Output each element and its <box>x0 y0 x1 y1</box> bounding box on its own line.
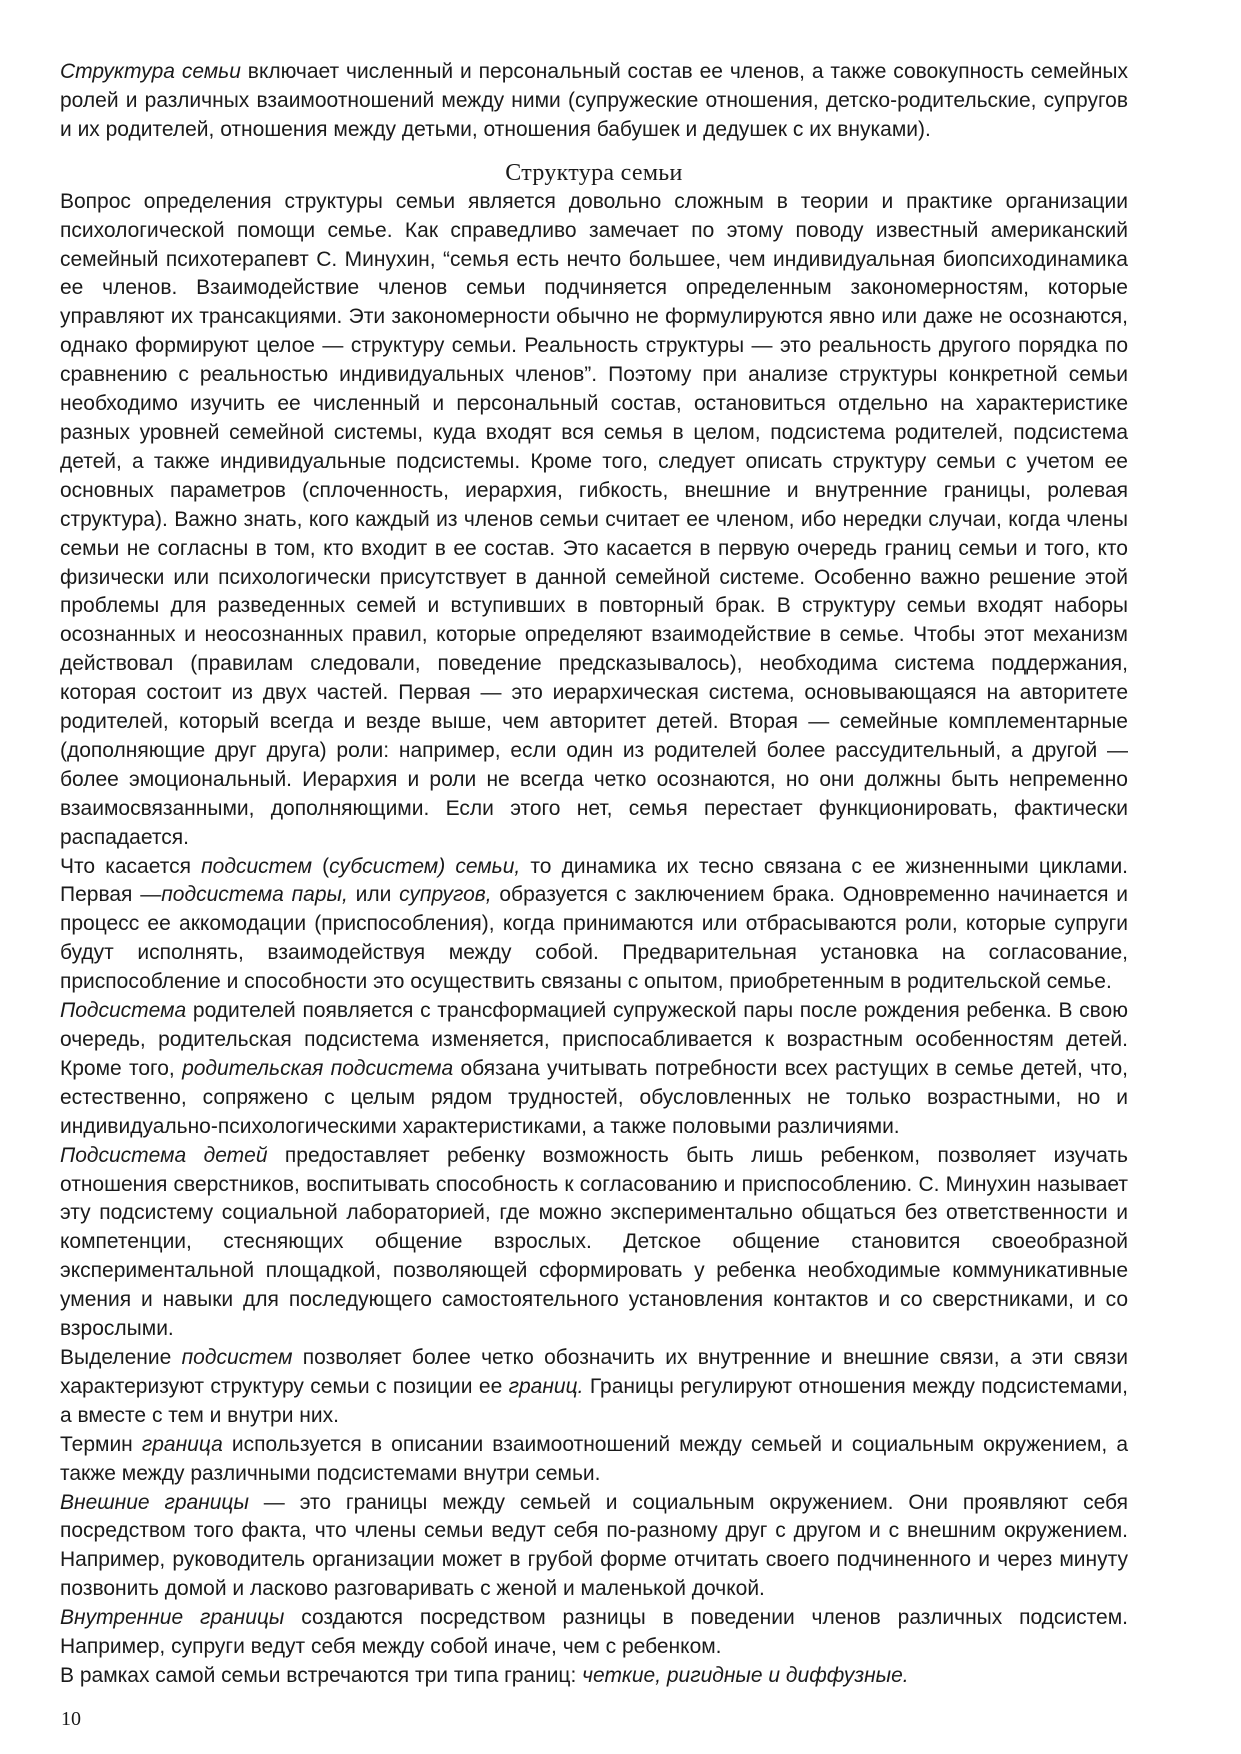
text-run: то динамика их тесно связана с ее жизненными циклами. Первая — <box>60 854 1129 907</box>
text-run: Выделение <box>60 1345 182 1369</box>
text-run: В рамках самой семьи встречаются три типа границ: <box>60 1663 583 1687</box>
text-run: создаются посредством разницы в поведении членов различных подсистем. Например, супруги ведут себя между собой иначе, чем с ребенком. <box>60 1606 1128 1659</box>
paragraph <box>60 997 1128 1142</box>
text-run: родителей появляется с трансформацией супружеской пары после рождения ребенка. В свою очередь, родительская подсистема изменяется, приспосабливается к возрастным особенностям детей. Кроме того, <box>60 999 1128 1080</box>
intro-text: включает численный и персональный состав ее членов, а также совокупность семейных ролей и различных взаимоотношений между ними (супружеские отношения, детско-родительские, супругов и их родителей, отношения между детьми, отношения бабушек и дедушек с их внуками). <box>60 60 1129 141</box>
text-run: используется в описании взаимоотношений между семьей и социальным окружением, а также между различными подсистемами внутри семьи. <box>60 1432 1129 1485</box>
text-run: образуется с заключением брака. Одновременно начинается и процесс ее аккомодации (приспособления), когда принимаются или отбрасываются роли, которые супруги будут исполнять, взаимодействуя между собой. Предварительная установка на согласование, приспособление и способности это осуществить связаны с опытом, приобретенным в родительской семье. <box>60 883 1128 994</box>
italic-term: Внутренние границы <box>60 1606 285 1630</box>
paragraph <box>60 853 1128 998</box>
paragraph <box>60 1344 1128 1431</box>
italic-term: граница <box>141 1432 223 1456</box>
text-run: — это границы между семьей и социальным окружением. Они проявляют себя посредством того факта, что члены семьи ведут себя по-разному друг с другом и с внешним окружением. Например, руководитель организации может в грубой форме отчитать своего подчиненного и через минуту позвонить домой и ласково разговаривать с женой и маленькой дочкой. <box>60 1490 1128 1601</box>
body-text <box>60 188 1128 1691</box>
italic-term: подсистем <box>181 1345 293 1369</box>
paragraph <box>60 1489 1128 1605</box>
italic-term: четкие, ригидные и диффузные. <box>582 1663 909 1687</box>
italic-term: Подсистема <box>60 999 187 1023</box>
text-run: предоставляет ребенку возможность быть лишь ребенком, позволяет изучать отношения сверстников, воспитывать способность к согласованию и приспособлению. С. Минухин называет эту подсистему социальной лабораторией, где можно экспериментально общаться без ответственности и компетенции, стесняющих общение взрослых. Детское общение становится своеобразной экспериментальной площадкой, позволяющей сформировать у ребенка необходимые коммуникативные умения и навыки для последующего самостоятельного установления контактов и со сверстниками, и со взрослыми. <box>60 1143 1129 1341</box>
text-run: обязана учитывать потребности всех растущих в семье детей, что, естественно, сопряжено с целым рядом трудностей, обусловленных не только возрастными, но и индивидуально-психологическими характеристиками, а также половыми различиями. <box>60 1056 1128 1138</box>
paragraph <box>60 188 1128 853</box>
text-run: Вопрос определения структуры семьи является довольно сложным в теории и практике организации психологической помощи семье. Как справедливо замечает по этому поводу известный американский семейный психотерапевт С. Минухин, “семья есть нечто большее, чем индивидуальная биопсиходинамика ее членов. Взаимодействие членов семьи подчиняется определенным закономерностям, которые управляют их трансакциями. Эти закономерности обычно не формулируются явно или даже не осознаются, однако формируют целое — структуру семьи. Реальность структуры — это реальность другого порядка по сравнению с реальностью индивидуальных членов”. Поэтому при анализе структуры конкретной семьи необходимо изучить ее численный и персональный состав, остановиться отдельно на характеристике разных уровней семейной системы, куда входят вся семья в целом, подсистема родителей, подсистема детей, а также индивидуальные подсистемы. Кроме того, следует описать структуру семьи с учетом ее основных параметров (сплоченность, иерархия, гибкость, внешние и внутренние границы, ролевая структура). Важно знать, кого каждый из членов семьи считает ее членом, ибо нередки случаи, когда члены семьи не согласны в том, кто входит в ее состав. Это касается в первую очередь границ семьи и того, кто физически или психологически присутствует в данной семейной системе. Особенно важно решение этой проблемы для разведенных семей и вступивших в повторный брак. В структуру семьи входят наборы осознанных и неосознанных правил, которые определяют взаимодействие в семье. Чтобы этот механизм действовал (правилам следовали, поведение предсказывалось), необходима система поддержания, которая состоит из двух частей. Первая — это иерархическая система, основывающаяся на авторитете родителей, который всегда и везде выше, чем авторитет детей. Вторая — семейные комплементарные (дополняющие друг друга) роли: например, если один из родителей более рассудительный, а другой — более эмоциональный. Иерархия и роли не всегда четко осознаются, но они должны быть непременно взаимосвязанными, дополняющими. Если этого нет, семья перестает функционировать, фактически распадается. <box>60 189 1128 849</box>
italic-term: подсистема пары, <box>161 883 348 907</box>
intro-term: Структура семьи <box>60 60 241 83</box>
italic-term: Подсистема детей <box>60 1143 268 1167</box>
paragraph <box>60 1431 1128 1489</box>
text-run: позволяет более четко обозначить их внутренние и внешние связи, а эти связи характеризуют структуру семьи с позиции ее <box>60 1345 1128 1398</box>
italic-term: Внешние границы <box>60 1490 249 1514</box>
italic-term: родительская подсистема <box>182 1056 454 1080</box>
text-run: или <box>347 883 400 907</box>
paragraph <box>60 1142 1128 1344</box>
paragraph <box>60 1604 1128 1662</box>
paragraph <box>60 1662 1128 1691</box>
italic-term: границ. <box>508 1374 584 1398</box>
document-page <box>60 58 1128 1691</box>
italic-term: субсистем) семьи, <box>329 854 521 878</box>
text-run: ( <box>311 854 330 878</box>
text-run: Термин <box>60 1432 142 1456</box>
italic-term: подсистем <box>201 854 312 878</box>
section-heading: Структура семьи <box>505 159 683 186</box>
text-run: Что касается <box>60 854 202 878</box>
text-run: Границы регулируют отношения между подсистемами, а вместе с тем и внутри них. <box>60 1374 1129 1427</box>
italic-term: супругов, <box>399 883 492 907</box>
intro-paragraph <box>60 58 1128 145</box>
page-number: 10 <box>61 1708 81 1730</box>
